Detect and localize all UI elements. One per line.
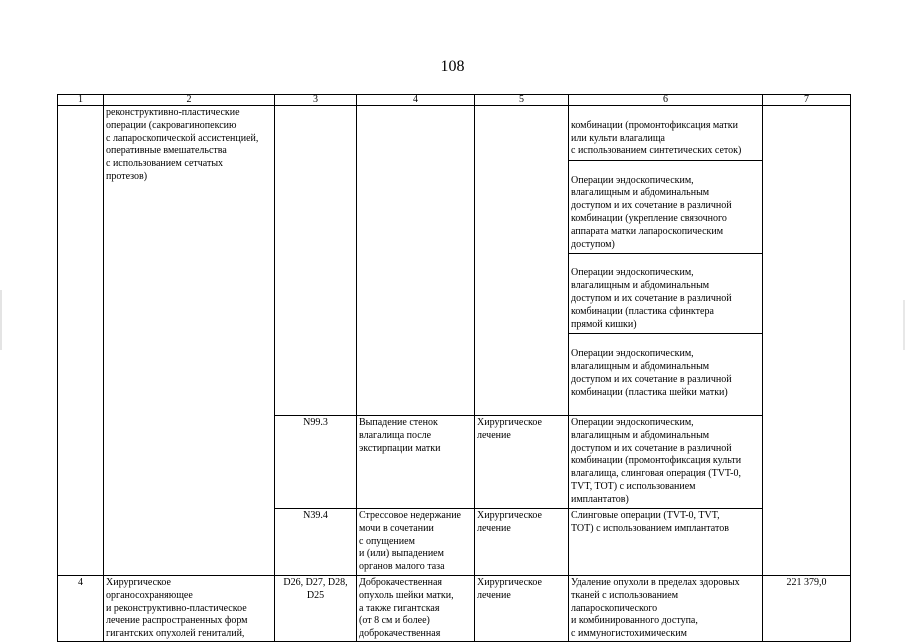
scan-edge-left [0, 290, 2, 350]
column-header: 1 [58, 95, 104, 106]
cell-treatment-type: Хирургическое лечение [475, 415, 569, 508]
cell-diagnosis: Стрессовое недержание мочи в сочетании с опущением и (или) выпадением органов малого таза [357, 508, 475, 575]
column-header: 4 [357, 95, 475, 106]
cell-treatment-type: Хирургическое лечение [475, 508, 569, 575]
cell-code [275, 106, 357, 416]
method-item: Операции эндоскопическим, влагалищным и абдоминальным доступом и их сочетание в различной комбинации (пластика сфинктера прямой кишки) [569, 266, 762, 334]
cell-diagnosis: Выпадение стенок влагалища после экстирпации матки [357, 415, 475, 508]
cell-diagnosis [357, 106, 475, 416]
cell-number [58, 106, 104, 576]
cell-description: реконструктивно-пластические операции (сакровагинопексию с лапароскопической ассистенцией, оперативные вмешательства с использованием сетчатых протезов) [104, 106, 275, 576]
method-item: Операции эндоскопическим, влагалищным и абдоминальным доступом и их сочетание в различной комбинации (пластика шейки матки) [571, 348, 732, 398]
header-row [58, 95, 851, 106]
column-header: 7 [763, 95, 851, 106]
page-number: 108 [440, 58, 465, 75]
cell-diagnosis: Доброкачественная опухоль шейки матки, а также гигантская (от 8 см и более) доброкачественная [357, 575, 475, 641]
method-item: Операции эндоскопическим, влагалищным и абдоминальным доступом и их сочетание в различной комбинации (укрепление связочного аппарата матки лапароскопическим доступом) [569, 174, 762, 254]
cell-treatment-type: Хирургическое лечение [475, 575, 569, 641]
cell-method-group [569, 106, 763, 416]
column-header: 2 [104, 95, 275, 106]
cell-code: N99.3 [275, 415, 357, 508]
cell-code: N39.4 [275, 508, 357, 575]
cell-description: Хирургическое органосохраняющее и реконструктивно-пластическое лечение распространенных форм гигантских опухолей гениталий, [104, 575, 275, 641]
cell-code: D26, D27, D28, D25 [275, 575, 357, 641]
table-row [58, 575, 851, 641]
cell-method: Удаление опухоли в пределах здоровых тканей с использованием лапароскопического и комбинированного доступа, с иммуногистохимическим [569, 575, 763, 641]
table-row [58, 106, 851, 416]
cell-treatment-type [475, 106, 569, 416]
column-header: 3 [275, 95, 357, 106]
cell-method: Операции эндоскопическим, влагалищным и абдоминальным доступом и их сочетание в различной комбинации (промонтофиксация культи влагалища, слинговая операция (TVT-0, TVT, TOT) с использованием имплантатов) [569, 415, 763, 508]
cell-amount: 221 379,0 [763, 575, 851, 641]
column-header: 6 [569, 95, 763, 106]
column-header: 5 [475, 95, 569, 106]
method-item: комбинации (промонтофиксация матки или культи влагалища с использованием синтетических сеток) [569, 119, 762, 161]
cell-number: 4 [58, 575, 104, 641]
cell-method: Слинговые операции (TVT-0, TVT, TOT) с использованием имплантатов [569, 508, 763, 575]
cell-amount [763, 106, 851, 576]
document-table [57, 94, 851, 642]
